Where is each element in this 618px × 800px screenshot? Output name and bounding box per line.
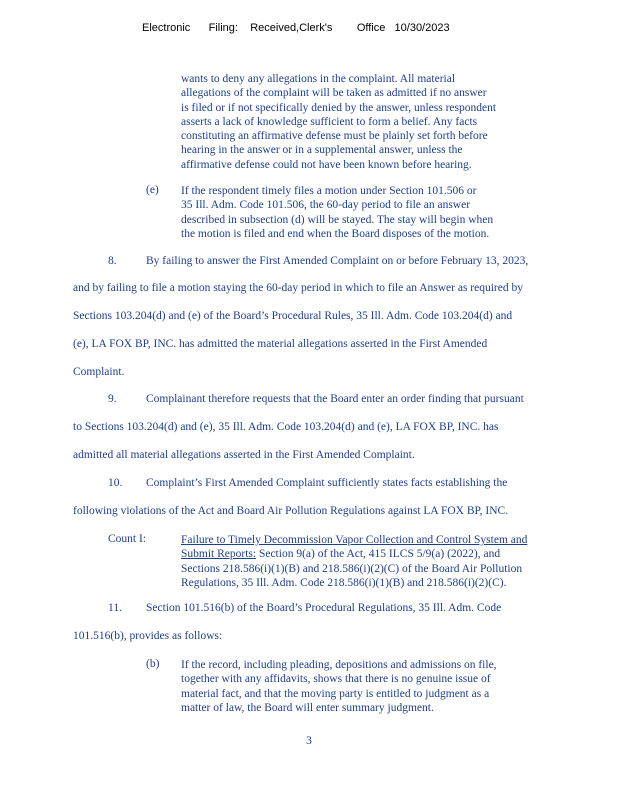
count-1-label: Count I: bbox=[108, 533, 147, 545]
subsection-b-text bbox=[181, 658, 497, 715]
count-line bbox=[181, 533, 527, 547]
subsection-line: If the record, including pleading, depositions and admissions on file, bbox=[181, 659, 497, 671]
filing-header: Electronic Filing: Received,Clerk's Office 10/30/2023 bbox=[142, 22, 450, 34]
para-8-line: Complaint. bbox=[73, 366, 125, 378]
subsection-line: 35 Ill. Adm. Code 101.506, the 60-day period to file an answer bbox=[181, 199, 471, 212]
para-9-line: to Sections 103.204(d) and (e), 35 Ill. Adm. Code 103.204(d) and (e), LA FOX BP, INC. has bbox=[73, 421, 499, 433]
count-title-underlined: Submit Reports: bbox=[181, 548, 257, 561]
quote-line: affirmative defense could not have been known before hearing. bbox=[181, 158, 472, 171]
para-11-line: 101.516(b), provides as follows: bbox=[73, 630, 223, 642]
count-citation: Section 9(a) of the Act, 415 ILCS 5/9(a) (2022), and bbox=[256, 548, 501, 561]
subsection-line: If the respondent timely files a motion under Section 101.506 or bbox=[181, 185, 477, 197]
para-8-line: Sections 103.204(d) and (e) of the Board’s Procedural Rules, 35 Ill. Adm. Code 103.204(d) and bbox=[73, 310, 513, 322]
quote-line: allegations of the complaint will be taken as admitted if no answer bbox=[181, 87, 487, 100]
subsection-line: together with any affidavits, shows that there is no genuine issue of bbox=[181, 673, 491, 686]
para-10-first-line: Complaint’s First Amended Complaint sufficiently states facts establishing the bbox=[146, 477, 508, 489]
page-number: 3 bbox=[306, 735, 312, 747]
para-10-number: 10. bbox=[108, 477, 123, 489]
quote-line: is filed or if not specifically denied by the answer, unless respondent bbox=[181, 101, 497, 114]
quote-subsection-d bbox=[181, 72, 496, 172]
quote-line: asserts a lack of knowledge sufficient to form a belief. Any facts bbox=[181, 115, 478, 128]
para-8-number: 8. bbox=[108, 255, 117, 267]
para-9-first-line: Complainant therefore requests that the Board enter an order finding that pursuant bbox=[146, 393, 524, 405]
para-8-line: (e), LA FOX BP, INC. has admitted the material allegations asserted in the First Amended bbox=[73, 338, 488, 350]
subsection-line: the motion is filed and end when the Board disposes of the motion. bbox=[181, 227, 490, 240]
count-1-text bbox=[181, 533, 527, 590]
para-8-line: and by failing to file a motion staying the 60-day period in which to file an Answer as required by bbox=[73, 282, 523, 294]
quote-line: wants to deny any allegations in the complaint. All material bbox=[181, 73, 456, 85]
subsection-line: described in subsection (d) will be stayed. The stay will begin when bbox=[181, 213, 494, 226]
subsection-e-text bbox=[181, 184, 493, 241]
count-line: Sections 218.586(i)(1)(B) and 218.586(i)(2)(C) of the Board Air Pollution bbox=[181, 562, 523, 575]
count-line bbox=[181, 547, 527, 561]
para-9-number: 9. bbox=[108, 393, 117, 405]
para-8-first-line: By failing to answer the First Amended Complaint on or before February 13, 2023, bbox=[146, 255, 529, 267]
count-line: Regulations, 35 Ill. Adm. Code 218.586(i)(1)(B) and 218.586(i)(2)(C). bbox=[181, 576, 507, 589]
subsection-e-label: (e) bbox=[146, 184, 159, 196]
quote-line: hearing in the answer or in a supplemental answer, unless the bbox=[181, 144, 463, 157]
quote-line: constituting an affirmative defense must be plainly set forth before bbox=[181, 130, 488, 143]
subsection-line: matter of law, the Board will enter summary judgment. bbox=[181, 701, 434, 714]
para-9-line: admitted all material allegations asserted in the First Amended Complaint. bbox=[73, 449, 415, 461]
para-10-line: following violations of the Act and Board Air Pollution Regulations against LA FOX BP, INC. bbox=[73, 505, 509, 517]
para-11-first-line: Section 101.516(b) of the Board’s Procedural Regulations, 35 Ill. Adm. Code bbox=[146, 602, 502, 614]
subsection-b-label: (b) bbox=[146, 658, 160, 670]
count-title-underlined: Failure to Timely Decommission Vapor Collection and Control System and bbox=[181, 534, 528, 546]
subsection-line: material fact, and that the moving party is entitled to judgment as a bbox=[181, 687, 490, 700]
para-11-number: 11. bbox=[108, 602, 122, 614]
